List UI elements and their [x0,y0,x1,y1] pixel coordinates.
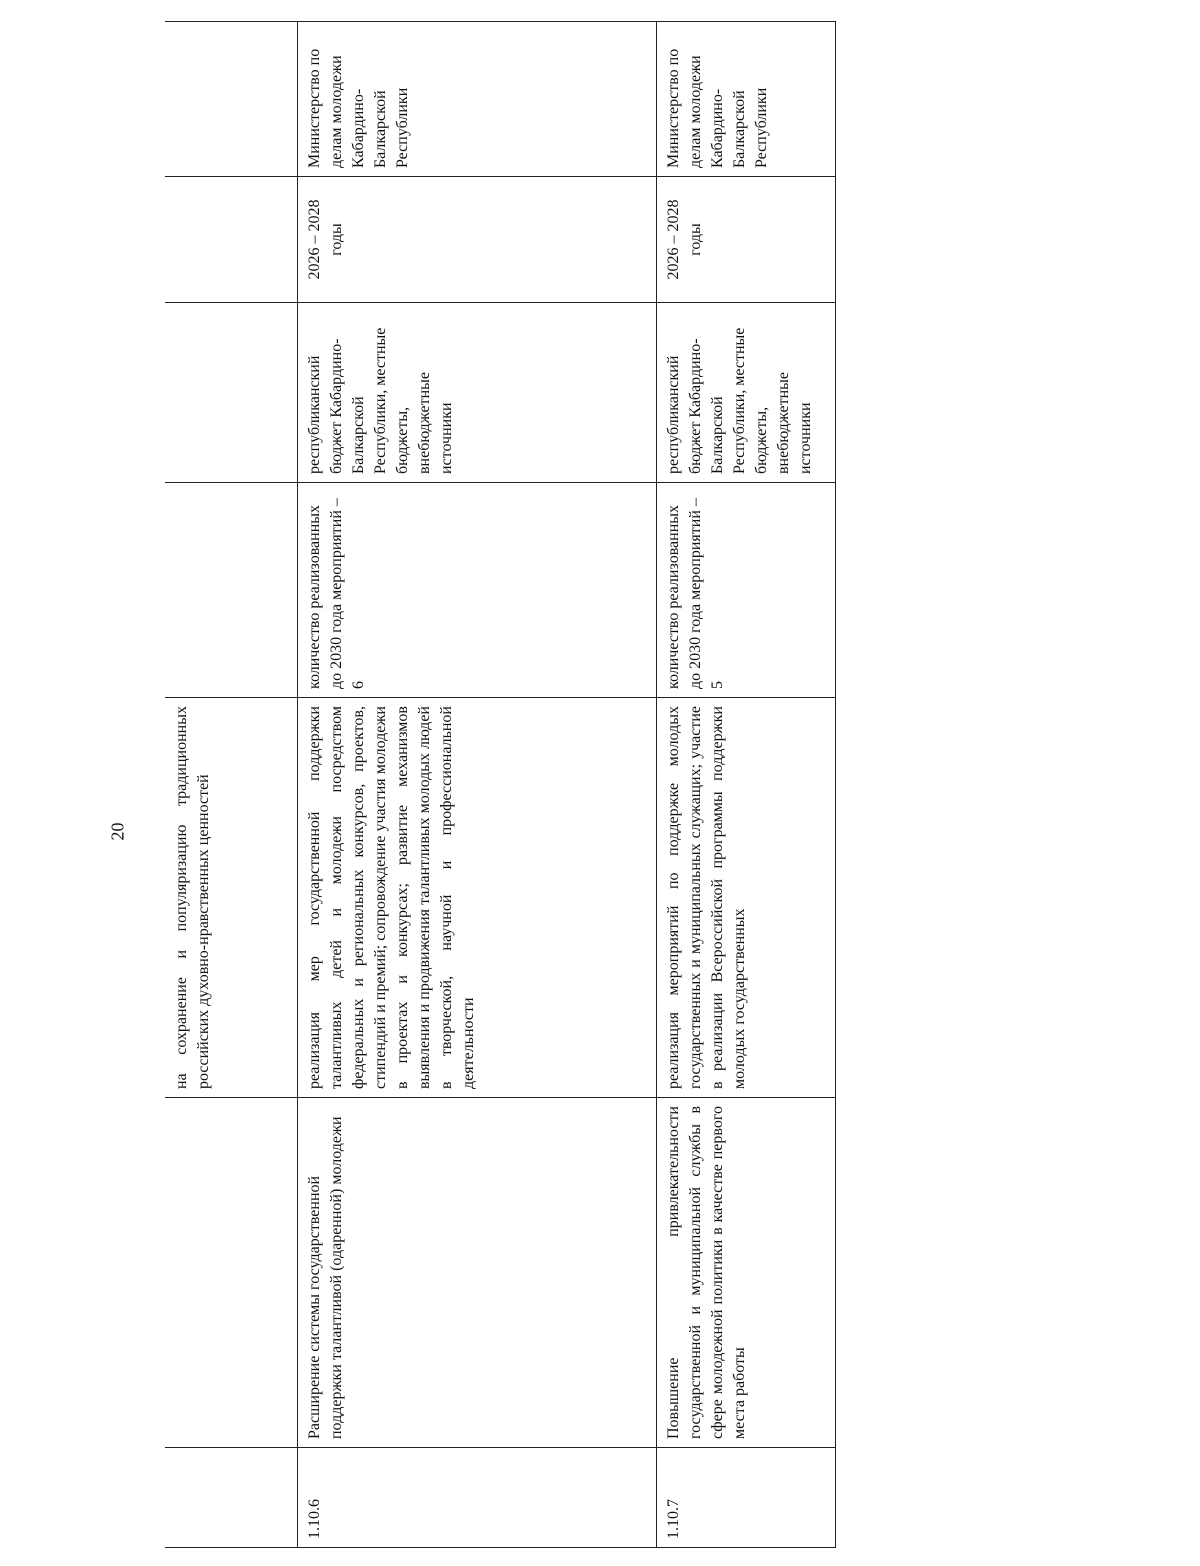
rotated-table-page [165,22,1015,1548]
cell-description [298,698,657,1098]
cell-indicator [298,483,657,698]
table-row [298,22,657,1548]
cell-term [298,177,657,303]
implementation-term: 2026 – 2028 годы [306,199,345,280]
cell-source [298,303,657,483]
cell-number [298,1448,657,1548]
cell-executor-empty [165,22,298,177]
table-row [657,22,836,1548]
row-number: 1.10.6 [306,1499,323,1539]
description-text: на сохранение и популяризацию традиционных российских духовно-нравственных ценностей [173,706,212,1089]
cell-description [165,698,298,1098]
row-number: 1.10.7 [665,1499,682,1539]
cell-indicator-empty [165,483,298,698]
cell-indicator [657,483,836,698]
cell-source [657,303,836,483]
funding-source: республиканский бюджет Кабардино-Балкарской Республики, местные бюджеты, внебюджетные источники [306,327,455,474]
page-number: 20 [107,822,128,841]
funding-source: республиканский бюджет Кабардино-Балкарской Республики, местные бюджеты, внебюджетные источники [665,327,814,474]
responsible-executor: Министерство по делам молодежи Кабардино-Балкарской Республики [665,48,770,168]
cell-number [657,1448,836,1548]
cell-name [657,1098,836,1448]
implementation-term: 2026 – 2028 годы [665,199,704,280]
measure-description: реализация мер государственной поддержки талантливых детей и молодежи посредством федеральных и региональных конкурсов, проектов, стипендий и премий; сопровождение участия молодежи в проектах и конкурсах; развитие механизмов выявления и продвижения талантливых молодых людей в творческой, научной и профессиональной деятельности [306,706,477,1089]
measure-description: реализация мероприятий по поддержке молодых государственных и муниципальных служащих; участие в реализации Всероссийской программы поддержки молодых государственных [665,706,748,1089]
cell-number-empty [165,1448,298,1548]
cell-executor [657,22,836,177]
cell-name [298,1098,657,1448]
measure-name: Расширение системы государственной поддержки талантливой (одаренной) молодежи [306,1116,345,1439]
cell-description [657,698,836,1098]
cell-executor [298,22,657,177]
measure-name: Повышение привлекательности государственной и муниципальной службы в сфере молодежной политики в качестве первого места работы [665,1106,748,1439]
cell-source-empty [165,303,298,483]
cell-term [657,177,836,303]
measure-indicator: количество реализованных до 2030 года мероприятий – 5 [665,498,726,689]
responsible-executor: Министерство по делам молодежи Кабардино-Балкарской Республики [306,48,411,168]
measures-table [165,21,836,1548]
cell-term-empty [165,177,298,303]
measure-indicator: количество реализованных до 2030 года мероприятий – 6 [306,498,367,689]
cell-name-empty [165,1098,298,1448]
table-row-continuation [165,22,298,1548]
